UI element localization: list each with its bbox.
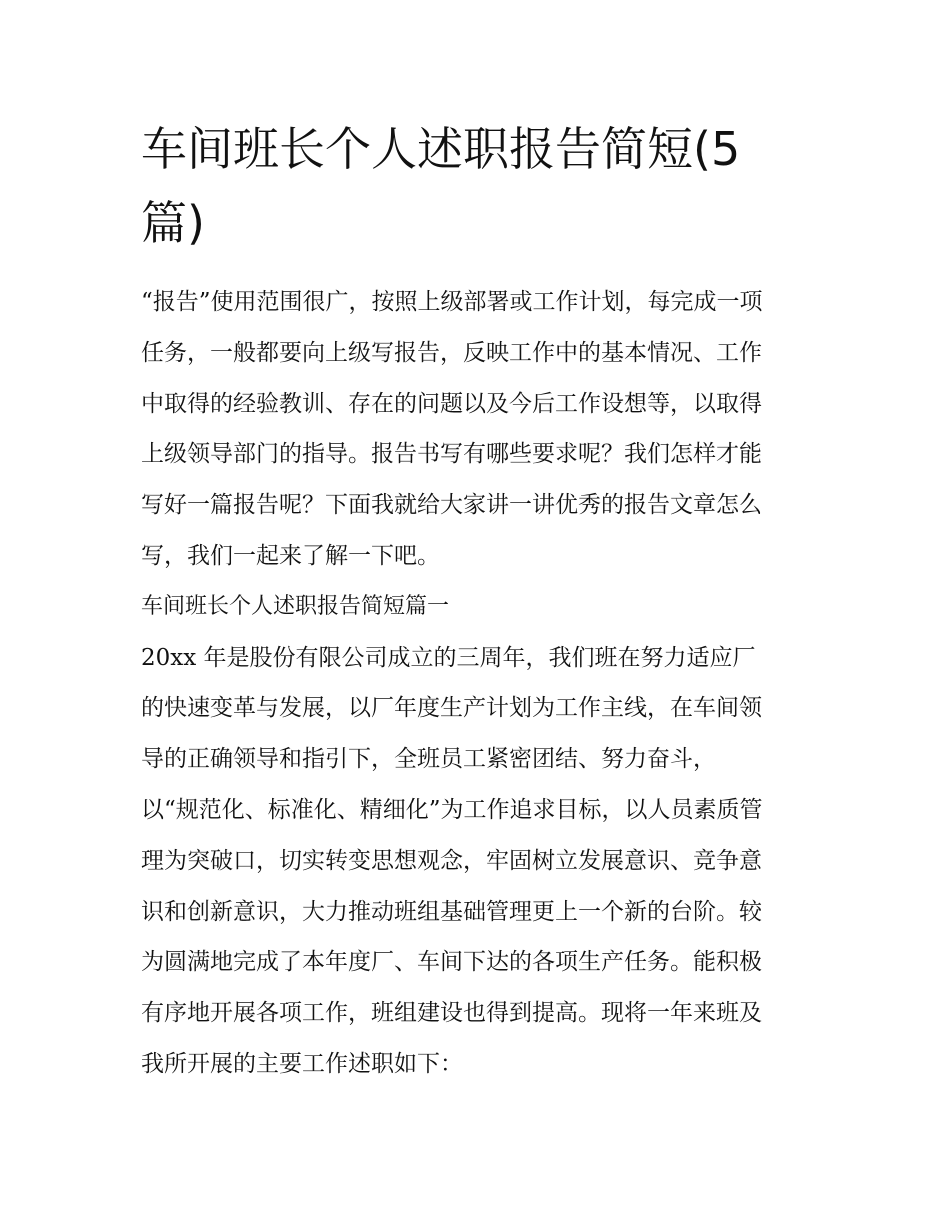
section-heading: 车间班长个人述职报告简短篇一 bbox=[141, 593, 450, 619]
intro-line: 中取得的经验教训、存在的问题以及今后工作设想等，以取得 bbox=[141, 390, 762, 417]
document-body bbox=[141, 277, 821, 1090]
intro-line: 上级领导部门的指导。报告书写有哪些要求呢？我们怎样才能 bbox=[141, 441, 762, 468]
paragraph-line: 有序地开展各项工作，班组建设也得到提高。现将一年来班及 bbox=[141, 1000, 762, 1027]
paragraph-line: 以“规范化、标准化、精细化”为工作追求目标，以人员素质管 bbox=[141, 796, 763, 823]
intro-line: “报告”使用范围很广，按照上级部署或工作计划，每完成一项 bbox=[141, 289, 763, 315]
paragraph-line: 为圆满地完成了本年度厂、车间下达的各项生产任务。能积极 bbox=[141, 949, 762, 976]
title-line-1: 车间班长个人述职报告简短(5 bbox=[141, 122, 741, 176]
document-title bbox=[141, 112, 821, 260]
paragraph-line: 的快速变革与发展，以厂年度生产计划为工作主线，在车间领 bbox=[141, 695, 762, 722]
intro-line: 写，我们一起来了解一下吧。 bbox=[141, 542, 440, 569]
title-line-2: 篇) bbox=[141, 196, 205, 250]
paragraph-line: 导的正确领导和指引下，全班员工紧密团结、努力奋斗， bbox=[141, 746, 716, 773]
intro-line: 任务，一般都要向上级写报告，反映工作中的基本情况、工作 bbox=[141, 339, 762, 366]
intro-line: 写好一篇报告呢？下面我就给大家讲一讲优秀的报告文章怎么 bbox=[141, 492, 762, 519]
paragraph-line: 理为突破口，切实转变思想观念，牢固树立发展意识、竞争意 bbox=[141, 847, 762, 874]
paragraph-line: 识和创新意识，大力推动班组基础管理更上一个新的台阶。较 bbox=[141, 898, 762, 925]
paragraph-line: 我所开展的主要工作述职如下： bbox=[141, 1050, 463, 1077]
paragraph-line: 20xx 年是股份有限公司成立的三周年，我们班在努力适应厂 bbox=[141, 644, 756, 671]
